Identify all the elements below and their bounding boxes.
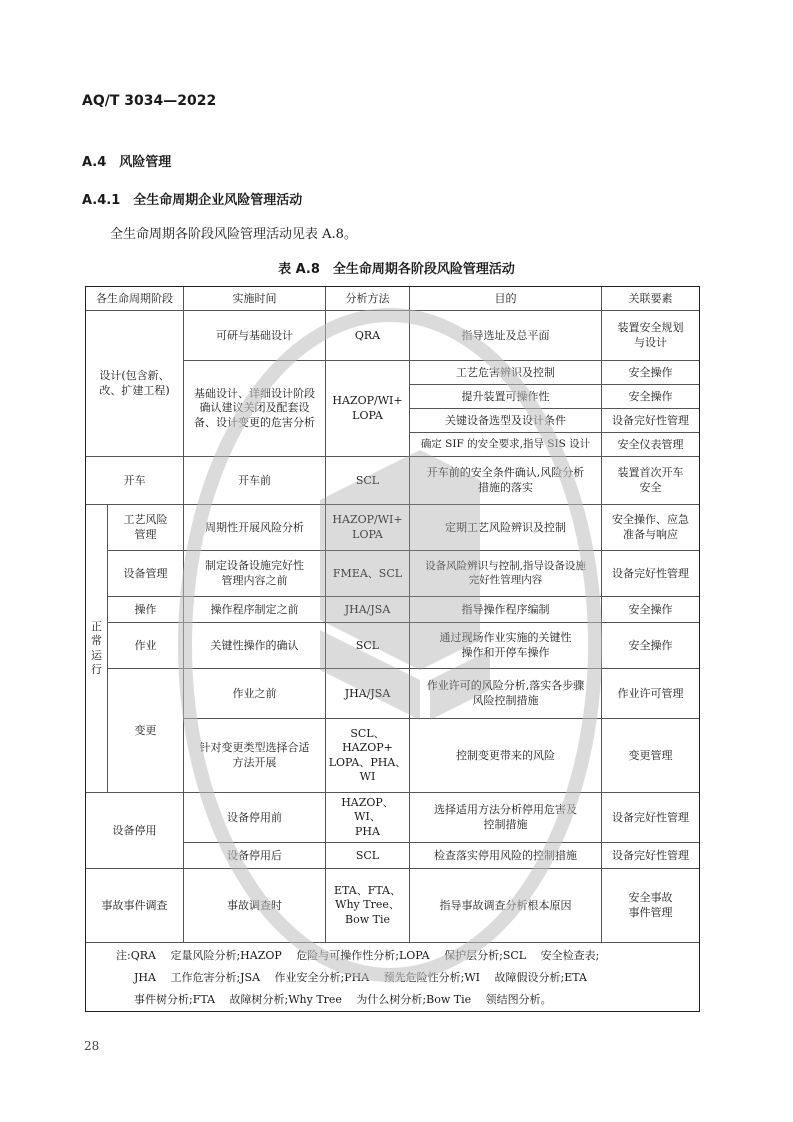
- design-sub2-element: 安全操作: [602, 385, 699, 409]
- operation-element: 安全操作: [602, 597, 699, 623]
- equipment-time: 制定设备设施完好性 管理内容之前: [184, 551, 326, 597]
- design-sub4-purpose: 确定 SIF 的安全要求,指导 SIS 设计: [410, 433, 602, 457]
- equipment-purpose: 设备风险辨识与控制,指导设备设施 完好性管理内容: [410, 551, 602, 597]
- shutdown-r2-time: 设备停用后: [184, 843, 326, 869]
- design-r2-time: 基础设计、详细设计阶段 确认建议关闭及配套设 备、设计变更的危害分析: [184, 361, 326, 457]
- startup-method: SCL: [326, 457, 410, 505]
- shutdown-r2-purpose: 检查落实停用风险的控制措施: [410, 843, 602, 869]
- shutdown-r2-method: SCL: [326, 843, 410, 869]
- work-purpose: 通过现场作业实施的关键性 操作和开停车操作: [410, 623, 602, 669]
- incident-element: 安全事故 事件管理: [602, 869, 699, 943]
- operation-purpose: 指导操作程序编制: [410, 597, 602, 623]
- design-r1-method: QRA: [326, 311, 410, 361]
- shutdown-r2-element: 设备完好性管理: [602, 843, 699, 869]
- change-r1-method: JHA/JSA: [326, 669, 410, 719]
- note-line-1: 注:QRA 定量风险分析;HAZOP 危险与可操作性分析;LOPA 保护层分析;SCL 安全检查表;: [116, 949, 600, 962]
- stage-work: 作业: [108, 623, 184, 669]
- equipment-element: 设备完好性管理: [602, 551, 699, 597]
- work-method: SCL: [326, 623, 410, 669]
- stage-change: 变更: [108, 669, 184, 793]
- stage-equipment: 设备管理: [108, 551, 184, 597]
- section-heading-a41: A.4.1 全生命周期企业风险管理活动: [82, 193, 303, 208]
- design-sub3-purpose: 关键设备选型及设计条件: [410, 409, 602, 433]
- col-header-stage: 各生命周期阶段: [86, 287, 184, 311]
- stage-shutdown: 设备停用: [86, 793, 184, 869]
- standard-code: AQ/T 3034—2022: [82, 93, 217, 109]
- process-time: 周期性开展风险分析: [184, 505, 326, 551]
- change-r2-element: 变更管理: [602, 719, 699, 793]
- section-heading-a4: A.4 风险管理: [82, 155, 172, 170]
- process-element: 安全操作、应急 准备与响应: [602, 505, 699, 551]
- design-sub1-element: 安全操作: [602, 361, 699, 385]
- design-r1-time: 可研与基础设计: [184, 311, 326, 361]
- design-r1-purpose: 指导选址及总平面: [410, 311, 602, 361]
- col-header-element: 关联要素: [602, 287, 699, 311]
- incident-purpose: 指导事故调查分析根本原因: [410, 869, 602, 943]
- design-sub3-element: 设备完好性管理: [602, 409, 699, 433]
- change-r2-method: SCL、HAZOP+ LOPA、PHA、 WI: [326, 719, 410, 793]
- stage-process-risk: 工艺风险 管理: [108, 505, 184, 551]
- startup-time: 开车前: [184, 457, 326, 505]
- change-r1-element: 作业许可管理: [602, 669, 699, 719]
- change-r2-purpose: 控制变更带来的风险: [410, 719, 602, 793]
- stage-design: 设计(包含新、 改、扩建工程): [86, 311, 184, 457]
- note-line-2: JHA 工作危害分析;JSA 作业安全分析;PHA 预先危险性分析;WI 故障假设分析;ETA: [134, 971, 587, 984]
- shutdown-r1-purpose: 选择适用方法分析停用危害及 控制措施: [410, 793, 602, 843]
- design-sub1-purpose: 工艺危害辨识及控制: [410, 361, 602, 385]
- change-r1-time: 作业之前: [184, 669, 326, 719]
- stage-startup: 开车: [86, 457, 184, 505]
- design-r2-method: HAZOP/WI+ LOPA: [326, 361, 410, 457]
- design-sub2-purpose: 提升装置可操作性: [410, 385, 602, 409]
- equipment-method: FMEA、SCL: [326, 551, 410, 597]
- col-header-method: 分析方法: [326, 287, 410, 311]
- startup-element: 装置首次开车 安全: [602, 457, 699, 505]
- col-header-time: 实施时间: [184, 287, 326, 311]
- operation-time: 操作程序制定之前: [184, 597, 326, 623]
- risk-management-table: [85, 286, 700, 1012]
- work-element: 安全操作: [602, 623, 699, 669]
- table-notes: [86, 943, 699, 1011]
- startup-purpose: 开车前的安全条件确认,风险分析 措施的落实: [410, 457, 602, 505]
- stage-operation: 操作: [108, 597, 184, 623]
- stage-normal-operation: 正 常 运 行: [86, 505, 108, 793]
- shutdown-r1-method: HAZOP、WI、 PHA: [326, 793, 410, 843]
- design-r1-element: 装置安全规划 与设计: [602, 311, 699, 361]
- process-purpose: 定期工艺风险辨识及控制: [410, 505, 602, 551]
- table-caption: 表 A.8 全生命周期各阶段风险管理活动: [278, 262, 515, 277]
- stage-incident: 事故事件调查: [86, 869, 184, 943]
- work-time: 关键性操作的确认: [184, 623, 326, 669]
- incident-method: ETA、FTA、 Why Tree、 Bow Tie: [326, 869, 410, 943]
- incident-time: 事故调查时: [184, 869, 326, 943]
- shutdown-r1-time: 设备停用前: [184, 793, 326, 843]
- change-r2-time: 针对变更类型选择合适 方法开展: [184, 719, 326, 793]
- body-paragraph: 全生命周期各阶段风险管理活动见表 A.8。: [110, 227, 357, 242]
- change-r1-purpose: 作业许可的风险分析,落实各步骤 风险控制措施: [410, 669, 602, 719]
- col-header-purpose: 目的: [410, 287, 602, 311]
- process-method: HAZOP/WI+ LOPA: [326, 505, 410, 551]
- note-line-3: 事件树分析;FTA 故障树分析;Why Tree 为什么树分析;Bow Tie 领结图分析。: [134, 993, 552, 1006]
- page-number: 28: [84, 1039, 100, 1053]
- design-sub4-element: 安全仪表管理: [602, 433, 699, 457]
- operation-method: JHA/JSA: [326, 597, 410, 623]
- shutdown-r1-element: 设备完好性管理: [602, 793, 699, 843]
